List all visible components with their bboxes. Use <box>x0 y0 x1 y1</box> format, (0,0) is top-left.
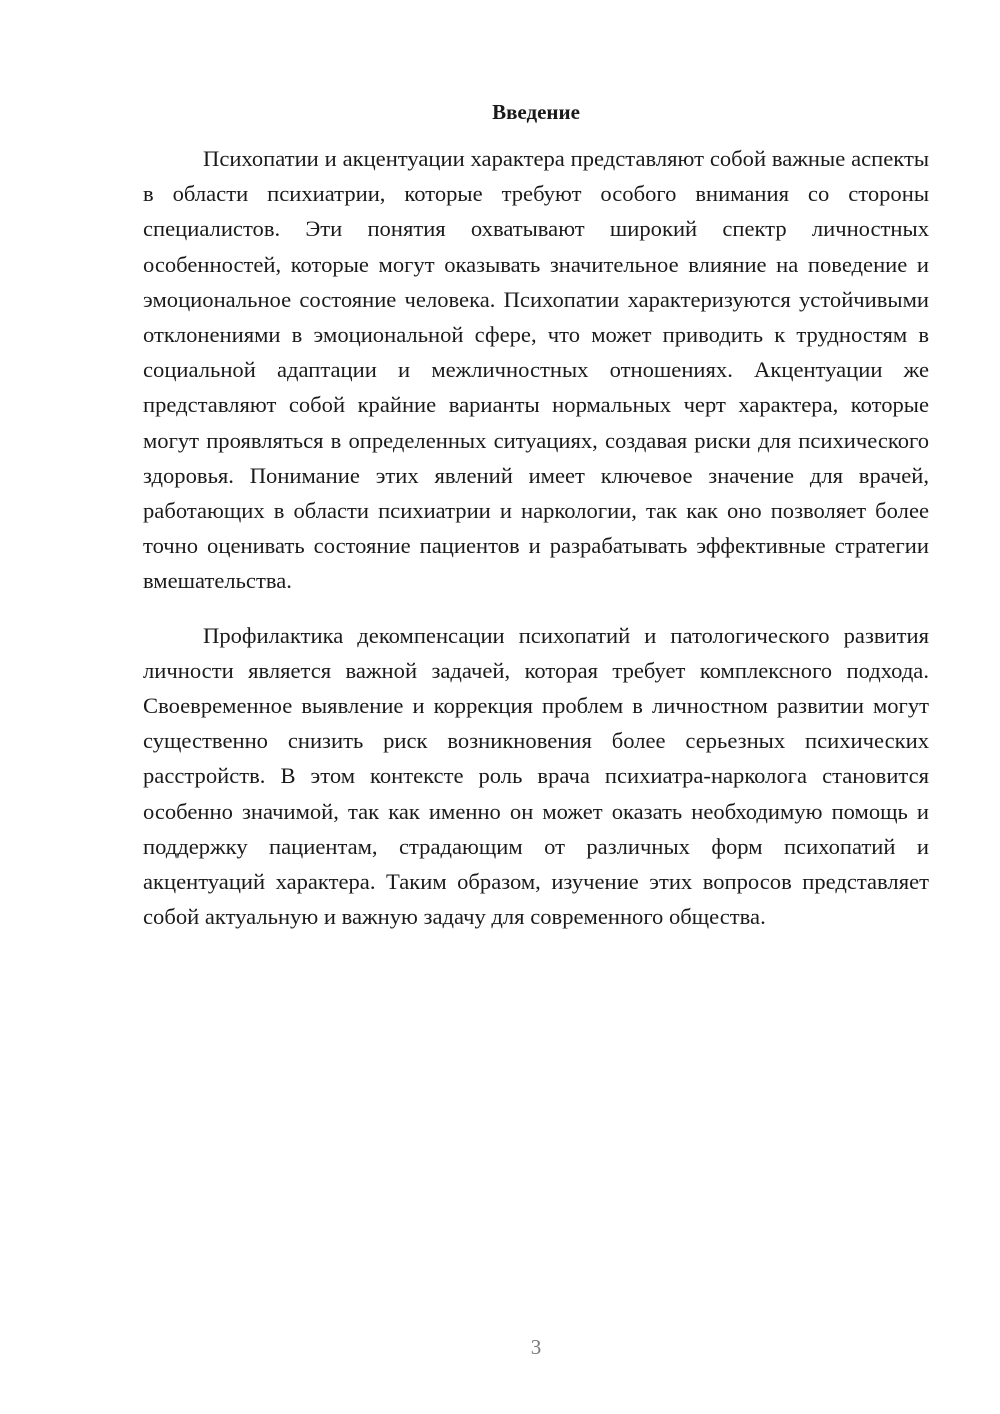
page-number: 3 <box>530 1335 542 1359</box>
paragraph-1: Психопатии и акцентуации характера представляют собой важные аспекты в области психиатрии, которые требуют особого внимания со стороны специалистов. Эти понятия охватывают широкий спектр личностных особенностей, которые могут оказывать значительное влияние на поведение и эмоциональное состояние человека. Психопатии характеризуются устойчивыми отклонениями в эмоциональной сфере, что может приводить к трудностям в социальной адаптации и межличностных отношениях. Акцентуации же представляют собой крайние варианты нормальных черт характера, которые могут проявляться в определенных ситуациях, создавая риски для психического здоровья. Понимание этих явлений имеет ключевое значение для врачей, работающих в области психиатрии и наркологии, так как оно позволяет более точно оценивать состояние пациентов и разрабатывать эффективные стратегии вмешательства. <box>143 146 929 594</box>
section-heading: Введение <box>492 100 580 124</box>
body-text <box>143 141 929 934</box>
paragraph-2: Профилактика декомпенсации психопатий и патологического развития личности является важной задачей, которая требует комплексного подхода. Своевременное выявление и коррекция проблем в личностном развитии могут существенно снизить риск возникновения более серьезных психических расстройств. В этом контексте роль врача психиатра-нарколога становится особенно значимой, так как именно он может оказать необходимую помощь и поддержку пациентам, страдающим от различных форм психопатий и акцентуаций характера. Таким образом, изучение этих вопросов представляет собой актуальную и важную задачу для современного общества. <box>143 622 929 930</box>
